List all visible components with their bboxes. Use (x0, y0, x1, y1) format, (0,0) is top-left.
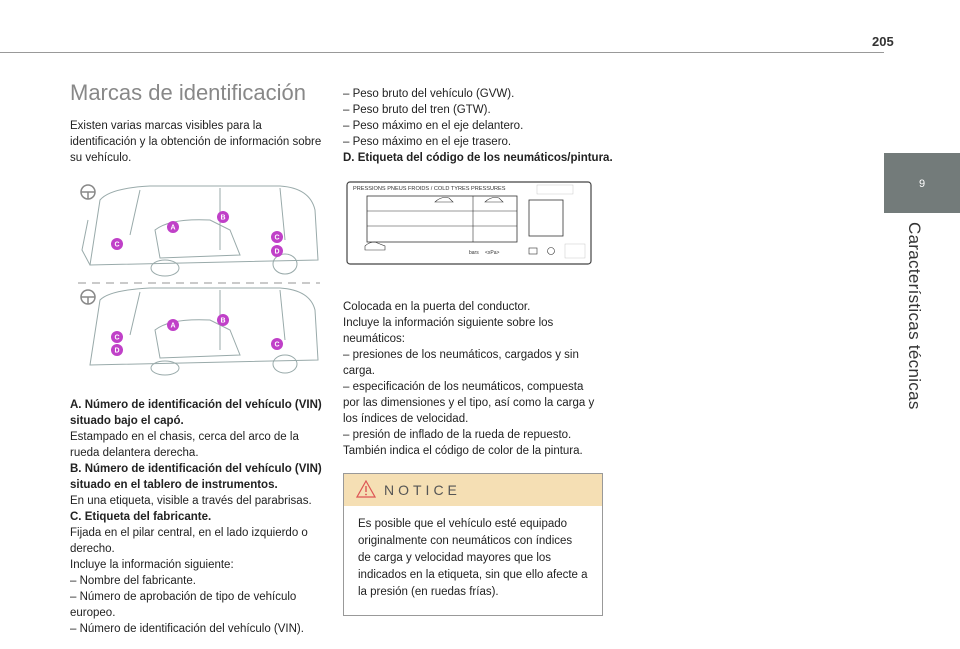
section-a-text: Estampado en el chasis, cerca del arco de la rueda delantera derecha. (70, 431, 299, 459)
list-item: – Nombre del fabricante. (70, 575, 196, 587)
chapter-tab (884, 153, 960, 213)
includes-text: Incluye la información siguiente sobre los neumáticos: (343, 317, 554, 345)
chapter-title: Características técnicas (905, 222, 924, 410)
steering-wheel-icon-2 (81, 290, 95, 304)
notice-box (343, 473, 603, 616)
list-item: – Peso bruto del vehículo (GVW). (343, 88, 515, 100)
list-item: – presión de inflado de la rueda de repuesto. (343, 429, 572, 441)
list-item: – Número de identificación del vehículo (VIN). (70, 623, 304, 635)
section-a-title: A. Número de identificación del vehículo (VIN) situado bajo el capó. (70, 399, 322, 427)
van-top-drawing (82, 186, 318, 276)
list-item: – presiones de los neumáticos, cargados y sin carga. (343, 349, 579, 377)
left-column (70, 80, 326, 637)
page-number: 205 (872, 34, 894, 49)
marker-a-2 (167, 319, 179, 331)
header-rule (0, 52, 884, 53)
section-c-text: Fijada en el pilar central, en el lado izquierdo o derecho. (70, 527, 308, 555)
tyre-info (343, 299, 601, 459)
svg-text:B: B (220, 214, 226, 222)
svg-text:C: C (114, 334, 120, 342)
page-title: Marcas de identificación (70, 80, 307, 105)
list-item: – Peso máximo en el eje trasero. (343, 136, 512, 148)
marker-c-4 (271, 338, 283, 350)
marker-c (111, 238, 123, 250)
steering-wheel-icon (81, 185, 95, 199)
identification-sections (70, 397, 326, 637)
tyre-label-code: <xPa> (485, 250, 500, 256)
tyre-label-unit: bars (469, 250, 479, 256)
svg-text:C: C (114, 241, 120, 249)
marker-d (271, 245, 283, 257)
marker-b (217, 211, 229, 223)
list-item: – Peso máximo en el eje delantero. (343, 120, 524, 132)
location-text: Colocada en la puerta del conductor. (343, 301, 531, 313)
intro-text: Existen varias marcas visibles para la identificación y la obtención de información sobre su vehículo. (70, 120, 322, 164)
marker-a (167, 221, 179, 233)
section-d-title: D. Etiqueta del código de los neumáticos/pintura. (343, 152, 613, 164)
vehicle-illustration (70, 180, 326, 376)
van-bottom-drawing (90, 288, 318, 375)
svg-text:D: D (114, 347, 120, 355)
marker-d-2 (111, 344, 123, 356)
paint-text: También indica el código de color de la pintura. (343, 445, 583, 457)
section-b-title: B. Número de identificación del vehículo (VIN) situado en el tablero de instrumentos. (70, 463, 322, 491)
warning-icon (356, 480, 376, 498)
section-c-info: Incluye la información siguiente: (70, 559, 234, 571)
list-item: – especificación de los neumáticos, compuesta por las dimensiones y el tipo, así como la carga y los índices de velocidad. (343, 381, 595, 425)
notice-header (344, 474, 602, 506)
section-c-title: C. Etiqueta del fabricante. (70, 511, 212, 523)
notice-title: NOTICE (384, 482, 461, 498)
section-b-text: En una etiqueta, visible a través del parabrisas. (70, 495, 312, 507)
svg-text:C: C (274, 341, 280, 349)
notice-text: Es posible que el vehículo esté equipado originalmente con neumáticos con índices de carga y velocidad mayores que los indicados en la etiqueta, sin que ello afecte a la presión (en ruedas frías). (358, 518, 588, 598)
tyre-pressure-label (343, 180, 595, 268)
list-item: – Peso bruto del tren (GTW). (343, 104, 491, 116)
chapter-number: 9 (918, 178, 926, 190)
right-column (343, 86, 613, 616)
svg-text:A: A (170, 224, 176, 232)
svg-text:A: A (170, 322, 176, 330)
svg-text:C: C (274, 234, 280, 242)
marker-b-2 (217, 314, 229, 326)
svg-text:B: B (220, 317, 226, 325)
marker-c-3 (111, 331, 123, 343)
list-item: – Número de aprobación de tipo de vehículo europeo. (70, 591, 297, 619)
tyre-label-header: PRESSIONS PNEUS FROIDS / COLD TYRES PRESSURES (353, 186, 506, 192)
marker-c-2 (271, 231, 283, 243)
svg-text:D: D (274, 248, 280, 256)
